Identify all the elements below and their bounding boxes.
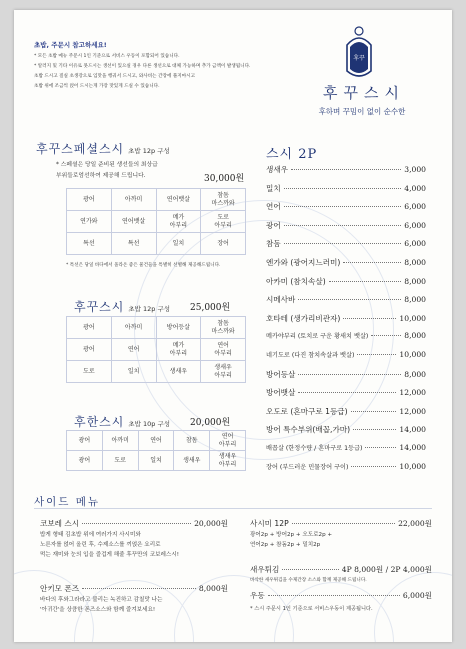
ankimo-price: 8,000원 — [198, 584, 228, 593]
udon-price: 6,000원 — [402, 591, 432, 600]
sushi-item-price: 10,000 — [399, 349, 426, 359]
sushi-item — [266, 183, 426, 202]
sushi-item-name: 방어등살 — [266, 369, 296, 379]
grid-cell: 연어뱃살 — [112, 211, 157, 233]
leader-dots — [351, 411, 397, 412]
sushi-item-name: 아카미 (참치속살) — [266, 276, 326, 286]
leader-dots — [284, 243, 402, 244]
grid-cell: 생새우 아부리 — [210, 451, 246, 471]
sushi-item-price: 12,000 — [399, 406, 426, 416]
sushi-item — [266, 350, 426, 369]
sushi-item-name: 메카야부리 (토치로 구운 황새치 뱃살) — [266, 333, 369, 341]
brand-logo — [342, 25, 376, 79]
sushi-item-price: 8,000 — [404, 295, 426, 305]
sushi-item-name: 참돔 — [266, 239, 281, 249]
sushi-item — [266, 220, 426, 239]
grid-cell: 광어 — [67, 189, 112, 211]
sushi-item-price: 8,000 — [404, 276, 426, 286]
sushi-item — [266, 257, 426, 276]
grid-cell: 참돔 마스까와 — [201, 317, 246, 339]
grid-cell: 아까미 — [112, 317, 157, 339]
sushi-item — [266, 276, 426, 295]
fuhan-grid — [66, 430, 246, 471]
special-grid — [66, 188, 246, 255]
sushi2p-list — [266, 164, 426, 480]
sushi-item — [266, 443, 426, 462]
grid-cell: 생새우 — [157, 361, 202, 383]
grid-cell: 연어 아부리 — [210, 431, 246, 451]
sushi-item-price: 8,000 — [404, 369, 426, 379]
sushi-item-price: 10,000 — [399, 313, 426, 323]
sashimi-row — [250, 518, 432, 529]
sushi-item-price: 14,000 — [399, 442, 426, 452]
notice-line: * 알러지 및 기타 이유로 못드시는 생선이 있으실 경우 다른 생선으로 대체 가능하며 추가 금액이 발생됩니다. — [34, 64, 251, 69]
grid-cell: 연어 — [112, 339, 157, 361]
cobore-row — [40, 518, 228, 529]
grid-cell: 아까미 — [103, 431, 139, 451]
shrimp-row — [250, 564, 432, 575]
fukku-title: 후꾸스시 초밥 12p 구성 — [74, 300, 171, 314]
sushi-item — [266, 294, 426, 313]
sushi-item — [266, 369, 426, 388]
leader-dots — [284, 188, 402, 189]
sushi-item-price: 14,000 — [399, 425, 426, 435]
sushi-item-name: 광어 — [266, 220, 281, 230]
grid-cell: 특선 — [112, 233, 157, 255]
sushi-item-name: 오도로 (혼마구로 1등급) — [266, 406, 348, 416]
slogan: 후하며 꾸밈이 없이 순수한 — [318, 107, 406, 116]
special-note: * 특선은 당일 바다에서 올라온 좋은 물건들을 특별히 선별해 제공해드립니다. — [66, 263, 221, 268]
special-description: * 스페셜은 당일 준비된 생선들의 최상급 부위들로엄선하여 제공해 드립니다. — [56, 162, 158, 179]
leader-dots — [298, 392, 396, 393]
sushi-item-name: 생새우 — [266, 165, 289, 174]
leader-dots — [357, 354, 396, 355]
svg-text:후꾸: 후꾸 — [353, 55, 365, 62]
grid-cell: 메가 아부리 — [157, 211, 202, 233]
sushi-item-price: 10,000 — [399, 461, 426, 471]
grid-cell: 광어 — [67, 431, 103, 451]
fuhan-title: 후한스시 초밥 10p 구성 — [74, 415, 171, 429]
sushi-item-price: 6,000 — [404, 202, 426, 212]
grid-cell: 광어 — [67, 451, 103, 471]
leader-dots — [351, 466, 396, 467]
sushi-item-name: 장어 (부드러운 민물장어 구이) — [266, 463, 349, 471]
leader-dots — [291, 169, 401, 170]
sushi-item — [266, 201, 426, 220]
notice-line: * 모든 초밥 메뉴 주문시 1인 기준으로 서비스 우동이 포함되어 있습니다. — [34, 54, 180, 59]
sushi-item — [266, 462, 426, 481]
sushi-item — [266, 164, 426, 183]
grid-cell: 장어 — [201, 233, 246, 255]
leader-dots — [353, 429, 396, 430]
sushi-item-name: 연어 — [266, 202, 281, 212]
sushi-item — [266, 406, 426, 425]
grid-cell: 생새우 아부리 — [201, 361, 246, 383]
cobore-price: 20,000원 — [194, 519, 228, 528]
sushi-item — [266, 313, 426, 332]
cobore-name: 코보레 스시 — [40, 519, 80, 528]
leader-dots — [284, 206, 402, 207]
sushi-item-price: 3,000 — [404, 165, 426, 174]
udon-name: 우동 — [250, 591, 265, 600]
grid-cell: 도로 아부리 — [201, 211, 246, 233]
special-price: 30,000원 — [204, 174, 245, 184]
sushi-item — [266, 238, 426, 257]
fuhan-price: 20,000원 — [190, 418, 231, 428]
grid-cell: 광어 — [67, 317, 112, 339]
grid-cell: 연어 아부리 — [201, 339, 246, 361]
leader-dots — [343, 318, 396, 319]
udon-row — [250, 590, 432, 601]
shop-name: 후꾸스시 — [323, 84, 405, 102]
sushi-item-name: 네기도로 (다진 참치속살과 뱃살) — [266, 351, 355, 359]
grid-cell: 특선 — [67, 233, 112, 255]
grid-cell: 방어등살 — [157, 317, 202, 339]
shrimp-name: 새우튀김 — [250, 565, 280, 574]
sushi-item — [266, 331, 426, 350]
sushi-item-price: 8,000 — [404, 257, 426, 267]
leader-dots — [365, 447, 396, 448]
sashimi-composition: 광어2p + 방어2p + 오도로2p + 연어2p + 참돔2p + 밀치2p — [250, 532, 333, 548]
udon-footer-note: * 스시 주문시 1인 기준으로 서비스우동이 제공됩니다. — [250, 606, 373, 612]
leader-dots — [343, 262, 401, 263]
grid-cell: 연어 — [139, 431, 175, 451]
grid-cell: 생새우 — [174, 451, 210, 471]
fukku-price: 25,000원 — [190, 303, 231, 313]
grid-cell: 도로 — [103, 451, 139, 471]
sushi-item-name: 배꼽살 (한정수량 / 혼마구로 1등급) — [266, 444, 363, 452]
sushi-item-name: 호타테 (생가리비관자) — [266, 313, 341, 323]
sushi-item-price: 12,000 — [399, 388, 426, 398]
sushi-item — [266, 387, 426, 406]
leader-dots — [298, 374, 401, 375]
cobore-description: 밥게 형태 김초밥 위에 여러가지 사시미와 노른자를 얹어 올린 후, 수제소스를 끼얹은 요리로 먹는 재미와 눈의 입을 즐겁게 해줄 후꾸만의 코보레스시! — [40, 532, 179, 558]
sushi-item-name: 밀치 — [266, 183, 281, 193]
sushi2p-title: 스시 2P — [266, 147, 318, 162]
shrimp-price: 4P 8,000원 / 2P 4,000원 — [341, 565, 432, 574]
sushi-item-name: 엔가와 (광어지느러미) — [266, 257, 341, 267]
special-title: 후꾸스페셜스시 초밥 12p 구성 — [36, 142, 170, 156]
side-menu-title: 사이드 메뉴 — [34, 496, 101, 508]
grid-cell: 연가와 — [67, 211, 112, 233]
sushi-item-name: 방어뱃살 — [266, 388, 296, 398]
grid-cell: 연어뱃살 — [157, 189, 202, 211]
fukku-grid — [66, 316, 246, 383]
grid-cell: 일치 — [139, 451, 175, 471]
sashimi-price: 22,000원 — [398, 519, 432, 528]
sushi-item-price: 4,000 — [404, 183, 426, 193]
grid-cell: 아까미 — [112, 189, 157, 211]
grid-cell: 광어 — [67, 339, 112, 361]
sushi-item — [266, 424, 426, 443]
sushi-item-price: 6,000 — [404, 220, 426, 230]
notice-line: 초밥 위에 조금씩 얹어 드시는게 가장 맛있게 드실 수 있습니다. — [34, 84, 160, 89]
grid-cell: 메가 아부리 — [157, 339, 202, 361]
leader-dots — [329, 281, 402, 282]
divider — [34, 508, 432, 509]
shrimp-description: 바삭한 새우튀김을 수제간장 소스와 함께 제공해 드립니다. — [250, 578, 367, 583]
leader-dots — [371, 335, 401, 336]
grid-cell: 참돔 — [174, 431, 210, 451]
sushi-item-name: 방어 특수부위(배꼽,가마) — [266, 425, 351, 435]
leader-dots — [298, 299, 401, 300]
grid-cell: 일치 — [112, 361, 157, 383]
notice-list — [34, 52, 264, 92]
ankimo-name: 안키모 폰즈 — [40, 584, 80, 593]
sashimi-name: 사시미 12P — [250, 519, 289, 528]
grid-cell: 도로 — [67, 361, 112, 383]
sushi-item-price: 6,000 — [404, 239, 426, 249]
sushi-item-price: 8,000 — [404, 331, 426, 341]
notice-title: 초밥, 주문시 참고하세요! — [34, 41, 107, 49]
ankimo-row — [40, 583, 228, 594]
wave-decoration — [374, 572, 452, 642]
leader-dots — [284, 225, 402, 226]
ankimo-description: 바다의 후와그라라고 불리는 녹진하고 감칠맛 나는 '아귀간'을 상큼한 폰즈소스와 함께 즐겨보세요! — [40, 597, 163, 613]
sushi-item-name: 시메사바 — [266, 295, 296, 305]
grid-cell: 참돔 마스까와 — [201, 189, 246, 211]
grid-cell: 일치 — [157, 233, 202, 255]
menu-sheet — [14, 10, 452, 642]
notice-line: 초밥 드시고 질실 초생강으로 입맛을 행궈서 드시고, 와사비는 간장에 풀지마시고 — [34, 74, 196, 79]
